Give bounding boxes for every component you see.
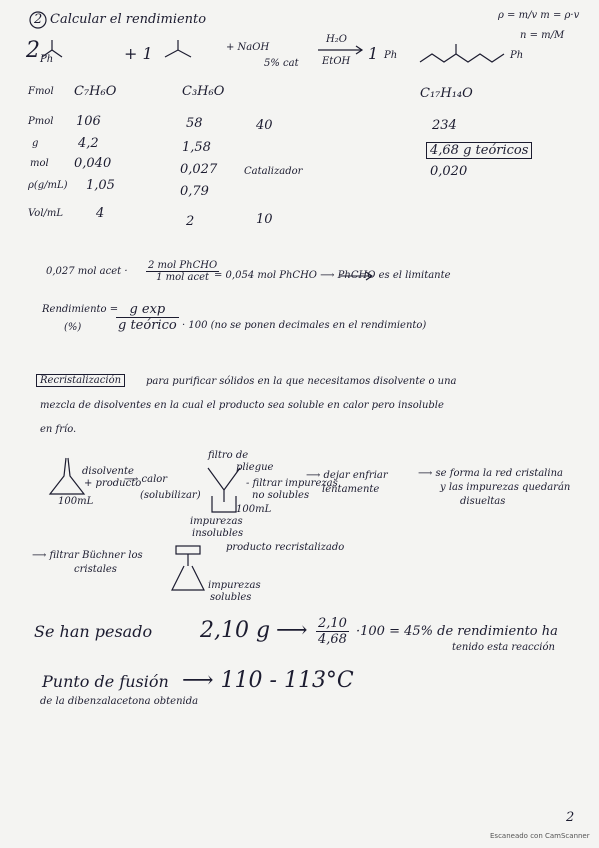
reagent-a-label: Ph [40,54,54,65]
step-heat: ⟶ calor [124,474,168,485]
exercise-number: 2 [34,12,43,27]
step-cool: lentamente [322,484,380,495]
coef-a: 2 [26,38,40,63]
step-buchner: ⟶ filtrar Büchner los [32,550,143,561]
frac-numerator: 2,10 [318,616,347,631]
cell-b: 1,58 [182,140,211,155]
cell-d: 234 [432,118,457,133]
mp-substance: de la dibenzalacetona obtenida [40,696,199,707]
result-fraction [316,616,349,647]
filter-label: pliegue [236,462,274,473]
cell-a: 1,05 [86,178,115,193]
filter-note: no solubles [252,490,310,501]
buchner-funnel [176,546,200,554]
solvent-bottom: EtOH [322,56,351,67]
frac-denominator: g teórico [118,318,177,333]
density-formula: ρ = m/v m = ρ·v [498,10,580,21]
result-calc: ·100 = 45% de rendimiento ha [356,624,558,639]
mp-value: ⟶ 110 - 113°C [182,668,354,693]
coef-b: + 1 [124,44,153,63]
row-label: ρ(g/mL) [28,180,68,191]
cell-c: 40 [256,118,273,133]
row-label: Vol/mL [28,208,64,219]
soluble-impurities: solubles [210,592,252,603]
step-result: y las impurezas quedarán [440,482,571,493]
acetone-bond [165,50,191,57]
flask-label: + producto [84,478,142,489]
frac-denominator: 4,68 [318,632,347,647]
moles-formula: n = m/M [520,30,565,41]
yield-label: Rendimiento = [42,304,119,315]
row-label: Pmol [28,116,54,127]
result-calc2: tenido esta reacción [452,642,555,653]
recrist-title: Recristalización [36,374,125,387]
step-result: ⟶ se forma la red cristalina [418,468,563,479]
cell-b: 0,79 [180,184,209,199]
cell-c: 10 [256,212,273,227]
yield-percent: (%) [64,322,82,333]
cell-b: 58 [186,116,203,131]
cell-a: 4 [96,206,105,221]
weighed-label: Se han pesado [34,622,153,641]
beaker-volume: 100mL [236,504,272,515]
calc-fraction [146,260,219,283]
impurities-label: impurezas [190,516,243,527]
yield-note: · 100 (no se ponen decimales en el rendimiento) [182,320,427,331]
impurities-label: insolubles [192,528,244,539]
cell-b: 2 [186,214,195,229]
filter-label: filtro de [208,450,249,461]
exercise-title: Calcular el rendimiento [50,12,207,27]
flask-drawing [50,458,84,494]
recrist-line2: mezcla de disolventes en la cual el producto sea soluble en calor pero insoluble [40,400,444,411]
step-result: disueltas [460,496,506,507]
coef-product: 1 [368,44,379,63]
cell-a: 106 [76,114,101,129]
yield-fraction [116,302,179,333]
mp-label: Punto de fusión [42,672,169,691]
calc-end: = 0,054 mol PhCHO ⟶ PhCHO es el limitante [214,270,451,281]
soluble-impurities: impurezas [208,580,261,591]
flask-label: disolvente [82,466,134,477]
flask-volume: 100mL [58,496,94,507]
frac-denominator: 1 mol acet [156,272,210,283]
result-arrow: ⟶ [276,618,308,643]
catalyst: + NaOH [226,42,270,53]
step-cool: ⟶ dejar enfriar [306,470,388,481]
cell-a: 0,040 [74,156,112,171]
row-label: Fmol [28,86,54,97]
row-label: mol [30,158,49,169]
catalyst-percent: 5% cat [264,58,299,69]
calc-start: 0,027 mol acet · [46,266,128,277]
cell-d: 0,020 [430,164,468,179]
cell-c: Catalizador [244,166,303,177]
filter-note: - filtrar impurezas [246,478,338,489]
cell-d-theoretical: 4,68 g teóricos [426,142,532,159]
solvent-top: H₂O [326,34,347,45]
product-label: producto recristalizado [226,542,345,553]
row-label: g [32,138,39,149]
step-buchner: cristales [74,564,117,575]
scanner-watermark: Escaneado con CamScanner [490,832,590,840]
cell-d: C₁₇H₁₄O [420,86,473,101]
recrist-line3: en frío. [40,424,77,435]
step-heat-note: (solubilizar) [140,490,201,501]
recrist-line1: para purificar sólidos en la que necesitamos disolvente o una [146,376,457,387]
weighed-mass: 2,10 g [200,618,271,643]
cell-a: C₇H₆O [74,84,117,99]
cell-b: C₃H₆O [182,84,225,99]
frac-numerator: g exp [116,302,179,318]
product-right: Ph [510,50,524,61]
cell-a: 4,2 [78,136,99,151]
dba-chain [420,54,504,62]
page-number: 2 [566,810,575,825]
product-left: Ph [384,50,398,61]
frac-numerator: 2 mol PhCHO [148,260,218,271]
cell-b: 0,027 [180,162,218,177]
